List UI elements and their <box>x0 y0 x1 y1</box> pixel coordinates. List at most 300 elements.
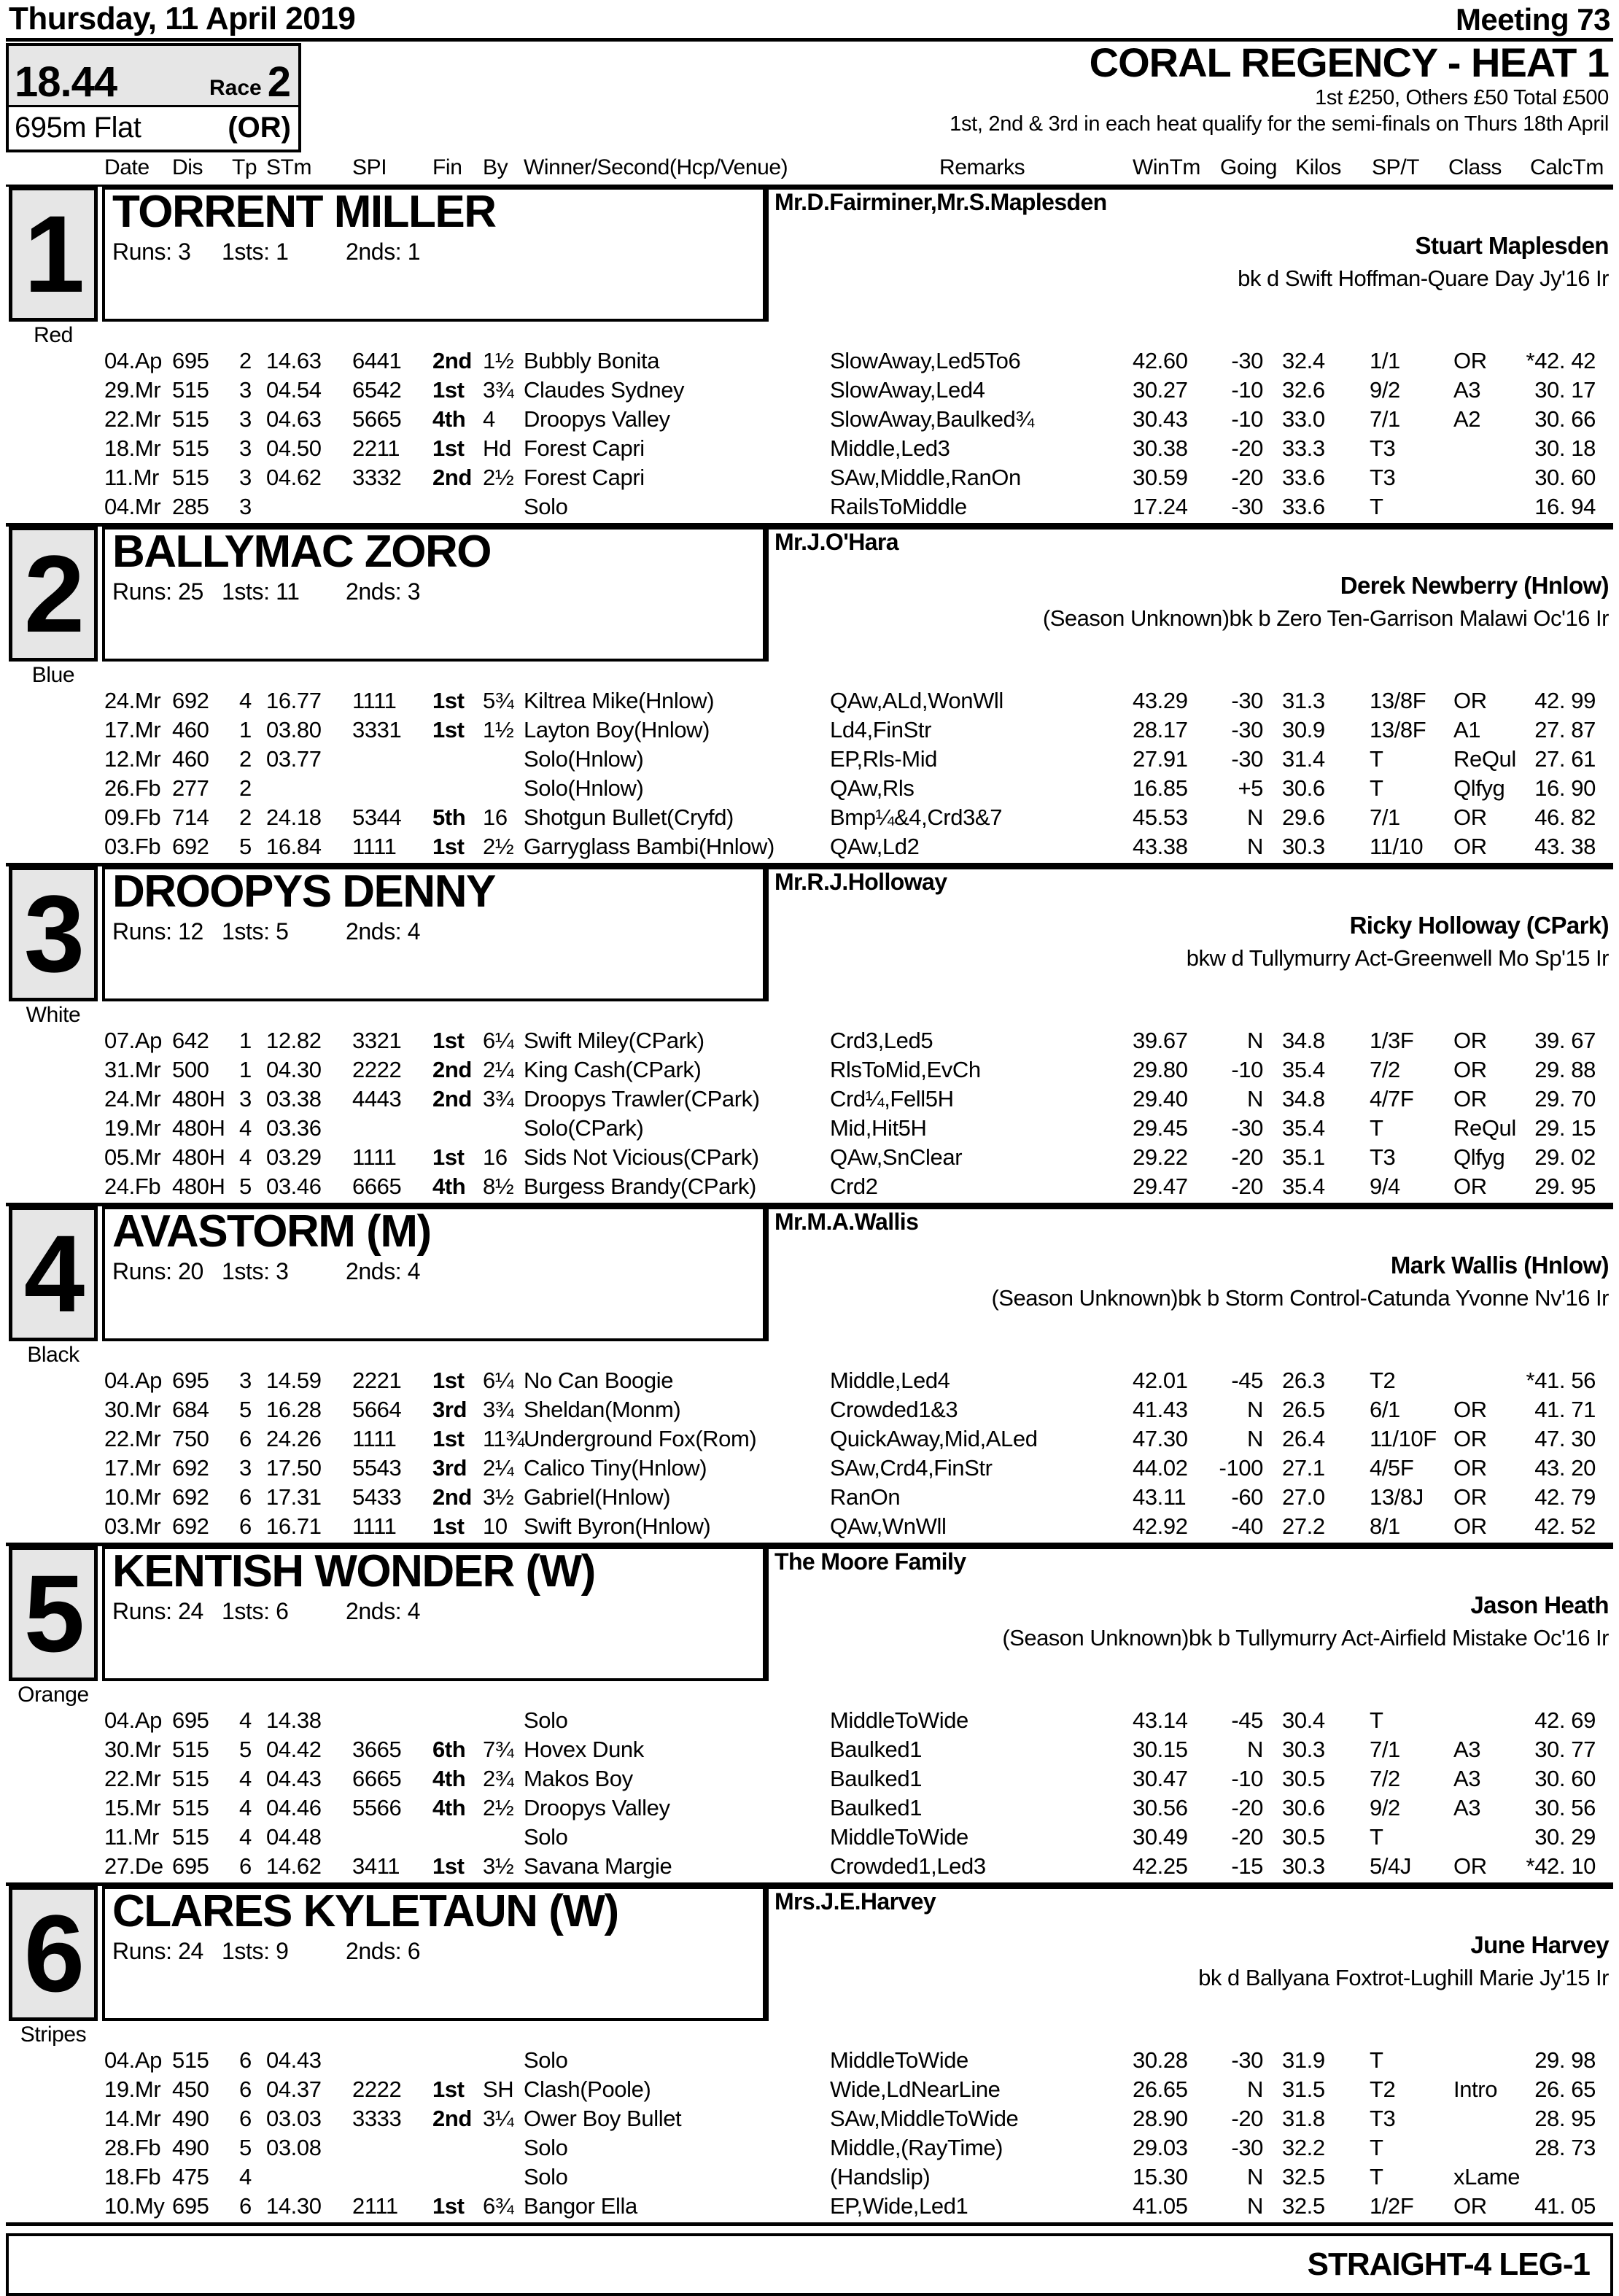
dog-trainer: Jason Heath <box>1470 1591 1609 1618</box>
form-cell-spt: 9/2 <box>1370 1795 1400 1820</box>
dog-stats <box>112 240 763 263</box>
form-cell-kilos: 33.6 <box>1282 494 1325 519</box>
race-time-row <box>9 46 298 107</box>
form-cell-stm: 17.31 <box>266 1484 322 1510</box>
form-cell-calctm: *41. 56 <box>1526 1368 1596 1393</box>
form-row <box>6 1793 1613 1823</box>
dog-name-box[interactable] <box>102 1546 766 1681</box>
form-row <box>6 1114 1613 1143</box>
form-cell-dis: 695 <box>172 348 209 373</box>
dog-name: TORRENT MILLER <box>112 187 496 237</box>
form-cell-date: 19.Mr <box>104 2076 161 2102</box>
dog-firsts: 1sts: 9 <box>222 1937 289 1964</box>
form-row <box>6 715 1613 745</box>
form-cell-winner: Kiltrea Mike(Hnlow) <box>524 688 715 713</box>
form-cell-spt: 13/8J <box>1370 1484 1424 1510</box>
dog-entry <box>6 187 1613 527</box>
form-cell-wintm: 28.90 <box>1133 2106 1188 2131</box>
form-cell-kilos: 26.3 <box>1282 1368 1325 1393</box>
form-cell-dis: 500 <box>172 1057 209 1082</box>
form-cell-going: -10 <box>1231 1766 1263 1791</box>
form-cell-calctm: 42. 52 <box>1534 1513 1596 1539</box>
form-cell-calctm: 27. 61 <box>1534 746 1596 772</box>
form-cell-date: 04.Ap <box>104 2047 163 2073</box>
trap-column <box>6 1546 102 1706</box>
form-cell-dis: 692 <box>172 1484 209 1510</box>
form-cell-by: 4 <box>483 406 495 432</box>
form-row <box>6 1764 1613 1793</box>
form-cell-spi: 5543 <box>352 1455 402 1481</box>
form-cell-remarks: Baulked1 <box>830 1795 923 1820</box>
form-cell-stm: 14.59 <box>266 1368 322 1393</box>
form-cell-dis: 460 <box>172 717 209 742</box>
form-cell-going: -30 <box>1231 348 1263 373</box>
form-cell-going: -20 <box>1231 2106 1263 2131</box>
form-cell-spi: 3331 <box>352 717 402 742</box>
form-cell-going: N <box>1247 1086 1263 1112</box>
form-cell-spt: T <box>1370 746 1383 772</box>
form-cell-dis: 515 <box>172 406 209 432</box>
form-cell-wintm: 41.05 <box>1133 2193 1188 2219</box>
form-cell-spi: 6441 <box>352 348 402 373</box>
form-cell-kilos: 32.2 <box>1282 2135 1325 2160</box>
form-cell-date: 27.De <box>104 1853 163 1879</box>
form-cell-spt: 7/2 <box>1370 1057 1400 1082</box>
trap-box <box>9 866 98 1001</box>
dog-breeding: bk d Swift Hoffman-Quare Day Jy'16 Ir <box>1238 265 1609 291</box>
dog-seconds: 2nds: 1 <box>346 238 421 265</box>
form-cell-stm: 16.77 <box>266 688 322 713</box>
column-header-row <box>6 155 1613 185</box>
form-cell-winner: Underground Fox(Rom) <box>524 1426 757 1451</box>
form-cell-fin: 2nd <box>432 465 472 490</box>
form-cell-wintm: 29.45 <box>1133 1115 1188 1141</box>
form-cell-winner: Garryglass Bambi(Hnlow) <box>524 834 774 859</box>
form-row <box>6 346 1613 376</box>
form-cell-by: 3½ <box>483 1853 514 1879</box>
form-cell-calctm: 29. 88 <box>1534 1057 1596 1082</box>
form-cell-date: 04.Ap <box>104 1368 163 1393</box>
form-row <box>6 1026 1613 1055</box>
form-cell-by: 2¾ <box>483 1766 514 1791</box>
form-cell-stm: 04.43 <box>266 1766 322 1791</box>
trap-box <box>9 187 98 322</box>
form-cell-by: 5¾ <box>483 688 514 713</box>
form-cell-kilos: 30.4 <box>1282 1707 1325 1733</box>
form-cell-spt: T3 <box>1370 435 1396 461</box>
dog-name-box[interactable] <box>102 866 766 1001</box>
dog-breeding: bkw d Tullymurry Act-Greenwell Mo Sp'15 Ir <box>1186 945 1609 971</box>
form-cell-calctm: 42. 79 <box>1534 1484 1596 1510</box>
form-cell-spt: 1/2F <box>1370 2193 1414 2219</box>
form-row <box>6 1706 1613 1735</box>
form-cell-tp: 5 <box>239 2135 252 2160</box>
form-cell-tp: 6 <box>239 2193 252 2219</box>
form-cell-class: ReQul <box>1453 1115 1516 1141</box>
form-cell-fin: 4th <box>432 406 466 432</box>
form-cell-tp: 4 <box>239 1795 252 1820</box>
form-cell-stm: 03.46 <box>266 1174 322 1199</box>
form-cell-calctm: 30. 60 <box>1534 465 1596 490</box>
col-going: Going <box>1220 155 1278 179</box>
form-cell-dis: 480H <box>172 1174 225 1199</box>
footer-text: STRAIGHT-4 LEG-1 <box>1307 2246 1590 2282</box>
form-cell-spt: T3 <box>1370 1144 1396 1170</box>
dog-header <box>6 866 1613 1026</box>
trap-column <box>6 187 102 346</box>
dog-stats <box>112 580 763 603</box>
trap-box <box>9 1886 98 2021</box>
form-cell-tp: 5 <box>239 1397 252 1422</box>
dog-entry <box>6 527 1613 866</box>
form-cell-going: -30 <box>1231 494 1263 519</box>
form-cell-dis: 490 <box>172 2135 209 2160</box>
form-cell-remarks: SlowAway,Led4 <box>830 377 985 403</box>
trap-number: 2 <box>23 532 83 655</box>
dog-name-box[interactable] <box>102 1886 766 2021</box>
dog-runs: Runs: 24 <box>112 1937 203 1964</box>
form-cell-tp: 1 <box>239 717 252 742</box>
form-cell-winner: Claudes Sydney <box>524 377 685 403</box>
dog-owner-box <box>766 527 1613 662</box>
form-cell-date: 26.Fb <box>104 775 161 801</box>
form-cell-tp: 3 <box>239 465 252 490</box>
col-fin: Fin <box>432 155 462 179</box>
form-cell-dis: 695 <box>172 1853 209 1879</box>
form-cell-fin: 2nd <box>432 1057 472 1082</box>
form-cell-stm: 16.28 <box>266 1397 322 1422</box>
form-cell-date: 24.Mr <box>104 688 161 713</box>
form-cell-remarks: (Handslip) <box>830 2164 931 2190</box>
form-cell-remarks: Crd3,Led5 <box>830 1028 933 1053</box>
form-cell-date: 22.Mr <box>104 406 161 432</box>
form-cell-stm: 16.71 <box>266 1513 322 1539</box>
form-cell-remarks: MiddleToWide <box>830 2047 968 2073</box>
form-cell-spt: 11/10F <box>1370 1426 1437 1451</box>
form-cell-remarks: QAw,ALd,WonWll <box>830 688 1003 713</box>
form-cell-kilos: 29.6 <box>1282 804 1325 830</box>
form-cell-wintm: 29.22 <box>1133 1144 1188 1170</box>
dog-breeding: (Season Unknown)bk b Storm Control-Catunda Yvonne Nv'16 Ir <box>991 1285 1609 1311</box>
form-cell-remarks: Middle,Led3 <box>830 435 950 461</box>
form-cell-calctm: 30. 29 <box>1534 1824 1596 1850</box>
form-cell-stm: 04.43 <box>266 2047 322 2073</box>
form-cell-class: A3 <box>1453 1766 1481 1791</box>
form-cell-date: 30.Mr <box>104 1397 161 1422</box>
form-cell-winner: Savana Margie <box>524 1853 672 1879</box>
form-cell-tp: 2 <box>239 746 252 772</box>
dog-firsts: 1sts: 5 <box>222 918 289 945</box>
form-cell-spt: 7/1 <box>1370 1737 1400 1762</box>
form-cell-spi: 1111 <box>352 1513 397 1539</box>
form-cell-kilos: 26.5 <box>1282 1397 1325 1422</box>
form-cell-dis: 515 <box>172 465 209 490</box>
form-row <box>6 463 1613 492</box>
form-cell-winner: Solo(CPark) <box>524 1115 644 1141</box>
form-cell-calctm: *42. 10 <box>1526 1853 1596 1879</box>
form-cell-tp: 5 <box>239 834 252 859</box>
dog-name-box[interactable] <box>102 187 766 322</box>
form-cell-kilos: 35.4 <box>1282 1057 1325 1082</box>
form-lines <box>6 1026 1613 1201</box>
form-cell-fin: 1st <box>432 1426 465 1451</box>
race-title: CORAL REGENCY - HEAT 1 <box>1089 39 1609 85</box>
form-cell-winner: Solo <box>524 2047 568 2073</box>
col-wintm: WinTm <box>1133 155 1200 179</box>
form-row <box>6 1366 1613 1395</box>
dog-seconds: 2nds: 6 <box>346 1937 421 1964</box>
form-row <box>6 2104 1613 2133</box>
trap-number: 3 <box>23 872 83 995</box>
form-cell-dis: 714 <box>172 804 209 830</box>
form-cell-tp: 4 <box>239 1707 252 1733</box>
form-row <box>6 1454 1613 1483</box>
form-cell-stm: 12.82 <box>266 1028 322 1053</box>
form-cell-tp: 4 <box>239 1766 252 1791</box>
form-cell-spt: 8/1 <box>1370 1513 1400 1539</box>
form-cell-wintm: 42.25 <box>1133 1853 1188 1879</box>
form-cell-remarks: RailsToMiddle <box>830 494 967 519</box>
form-cell-going: N <box>1247 2164 1263 2190</box>
form-cell-class: OR <box>1453 1853 1487 1879</box>
form-cell-kilos: 30.5 <box>1282 1824 1325 1850</box>
trap-column <box>6 866 102 1026</box>
form-cell-class: OR <box>1453 688 1487 713</box>
form-row <box>6 492 1613 521</box>
form-cell-remarks: Crowded1&3 <box>830 1397 958 1422</box>
form-cell-going: -30 <box>1231 717 1263 742</box>
form-row <box>6 1055 1613 1085</box>
form-cell-class: ReQul <box>1453 746 1516 772</box>
form-cell-by: 16 <box>483 1144 508 1170</box>
form-row <box>6 1823 1613 1852</box>
form-cell-wintm: 41.43 <box>1133 1397 1188 1422</box>
col-spi: SPI <box>352 155 387 179</box>
form-cell-date: 17.Mr <box>104 717 161 742</box>
form-cell-date: 24.Mr <box>104 1086 161 1112</box>
form-cell-class: A2 <box>1453 406 1481 432</box>
form-cell-calctm: *42. 42 <box>1526 348 1596 373</box>
form-cell-fin: 3rd <box>432 1455 467 1481</box>
form-cell-remarks: QuickAway,Mid,ALed <box>830 1426 1038 1451</box>
form-cell-fin: 1st <box>432 1028 465 1053</box>
form-cell-kilos: 30.5 <box>1282 1766 1325 1791</box>
form-cell-spi: 3332 <box>352 465 402 490</box>
form-row <box>6 1143 1613 1172</box>
trap-colour-label: Orange <box>18 1683 89 1707</box>
form-cell-by: 6¾ <box>483 2193 514 2219</box>
form-cell-fin: 2nd <box>432 1484 472 1510</box>
form-cell-spt: 9/2 <box>1370 377 1400 403</box>
form-cell-kilos: 32.6 <box>1282 377 1325 403</box>
race-title-block <box>301 39 1613 137</box>
form-cell-dis: 695 <box>172 1368 209 1393</box>
form-cell-kilos: 26.4 <box>1282 1426 1325 1451</box>
form-cell-calctm: 41. 71 <box>1534 1397 1596 1422</box>
form-cell-date: 19.Mr <box>104 1115 161 1141</box>
dog-divider <box>6 2222 1613 2226</box>
dog-seconds: 2nds: 4 <box>346 1257 421 1284</box>
form-cell-date: 31.Mr <box>104 1057 161 1082</box>
form-cell-spi: 2221 <box>352 1368 402 1393</box>
meeting-number: Meeting 73 <box>1455 2 1610 36</box>
dog-runs: Runs: 3 <box>112 238 191 265</box>
form-cell-dis: 515 <box>172 1795 209 1820</box>
form-cell-remarks: RanOn <box>830 1484 901 1510</box>
form-cell-spt: 13/8F <box>1370 688 1426 713</box>
form-cell-tp: 3 <box>239 1368 252 1393</box>
form-cell-date: 30.Mr <box>104 1737 161 1762</box>
form-cell-spt: T2 <box>1370 1368 1396 1393</box>
form-row <box>6 376 1613 405</box>
form-cell-spt: T <box>1370 2164 1383 2190</box>
form-cell-wintm: 43.38 <box>1133 834 1188 859</box>
form-row <box>6 1512 1613 1541</box>
form-cell-stm: 04.30 <box>266 1057 322 1082</box>
form-cell-class: OR <box>1453 1397 1487 1422</box>
form-cell-dis: 692 <box>172 688 209 713</box>
form-cell-wintm: 30.49 <box>1133 1824 1188 1850</box>
form-cell-dis: 642 <box>172 1028 209 1053</box>
form-cell-kilos: 35.1 <box>1282 1144 1325 1170</box>
race-time: 18.44 <box>15 58 117 106</box>
form-cell-winner: Solo <box>524 1824 568 1850</box>
form-cell-tp: 6 <box>239 2076 252 2102</box>
dog-owner-box <box>766 1886 1613 2021</box>
dog-stats <box>112 920 763 943</box>
form-cell-class: OR <box>1453 2193 1487 2219</box>
dog-owner-box <box>766 187 1613 322</box>
form-cell-stm: 04.42 <box>266 1737 322 1762</box>
form-cell-remarks: RlsToMid,EvCh <box>830 1057 981 1082</box>
dog-entry <box>6 866 1613 1206</box>
form-cell-stm: 03.08 <box>266 2135 322 2160</box>
form-cell-class: Intro <box>1453 2076 1498 2102</box>
form-cell-kilos: 31.8 <box>1282 2106 1325 2131</box>
form-cell-spt: T <box>1370 1115 1383 1141</box>
form-cell-dis: 515 <box>172 377 209 403</box>
trap-number: 6 <box>23 1892 83 2014</box>
form-cell-winner: Solo <box>524 2164 568 2190</box>
form-cell-remarks: Crowded1,Led3 <box>830 1853 986 1879</box>
form-cell-calctm: 29. 15 <box>1534 1115 1596 1141</box>
form-lines <box>6 2046 1613 2221</box>
form-cell-going: -30 <box>1231 688 1263 713</box>
dog-owner: Mr.J.O'Hara <box>774 529 898 555</box>
dog-breeding: (Season Unknown)bk b Tullymurry Act-Airfield Mistake Oc'16 Ir <box>1002 1625 1609 1651</box>
trap-colour-label: Blue <box>31 663 75 687</box>
form-cell-winner: Bubbly Bonita <box>524 348 660 373</box>
form-cell-tp: 5 <box>239 1737 252 1762</box>
form-row <box>6 745 1613 774</box>
form-cell-winner: Solo <box>524 2135 568 2160</box>
form-cell-fin: 1st <box>432 1853 465 1879</box>
form-cell-dis: 515 <box>172 1737 209 1762</box>
form-cell-remarks: Mid,Hit5H <box>830 1115 927 1141</box>
form-cell-remarks: QAw,Rls <box>830 775 915 801</box>
form-cell-dis: 692 <box>172 1513 209 1539</box>
race-grade: (OR) <box>228 112 291 144</box>
form-cell-kilos: 35.4 <box>1282 1174 1325 1199</box>
form-cell-calctm: 28. 73 <box>1534 2135 1596 2160</box>
dog-seconds: 2nds: 4 <box>346 1597 421 1624</box>
trap-colour-label: Black <box>27 1343 79 1367</box>
form-cell-tp: 3 <box>239 435 252 461</box>
form-cell-going: N <box>1247 1737 1263 1762</box>
form-cell-date: 04.Ap <box>104 348 163 373</box>
form-cell-date: 05.Mr <box>104 1144 161 1170</box>
dog-header <box>6 1546 1613 1706</box>
form-cell-class: xLame <box>1453 2164 1521 2190</box>
form-row <box>6 1172 1613 1201</box>
form-cell-dis: 490 <box>172 2106 209 2131</box>
dog-owner: Mr.M.A.Wallis <box>774 1209 919 1235</box>
form-cell-spi: 2222 <box>352 2076 402 2102</box>
form-cell-tp: 6 <box>239 1513 252 1539</box>
dog-entry <box>6 1206 1613 1546</box>
dog-seconds: 2nds: 3 <box>346 578 421 605</box>
form-cell-remarks: QAw,WnWll <box>830 1513 947 1539</box>
form-cell-winner: Burgess Brandy(CPark) <box>524 1174 756 1199</box>
form-cell-wintm: 29.47 <box>1133 1174 1188 1199</box>
dog-firsts: 1sts: 3 <box>222 1257 289 1284</box>
form-cell-spt: T3 <box>1370 2106 1396 2131</box>
dog-firsts: 1sts: 11 <box>222 578 300 605</box>
dog-name-box[interactable] <box>102 1206 766 1341</box>
form-cell-date: 18.Mr <box>104 435 161 461</box>
form-cell-by: 3¾ <box>483 1397 514 1422</box>
trap-colour-label: White <box>26 1003 81 1027</box>
form-cell-winner: Hovex Dunk <box>524 1737 644 1762</box>
form-row <box>6 1424 1613 1454</box>
form-cell-going: +5 <box>1238 775 1263 801</box>
form-cell-spt: 5/4J <box>1370 1853 1411 1879</box>
form-cell-dis: 515 <box>172 435 209 461</box>
form-cell-by: 2¼ <box>483 1455 514 1481</box>
form-cell-kilos: 32.4 <box>1282 348 1325 373</box>
form-cell-fin: 1st <box>432 688 465 713</box>
form-cell-tp: 4 <box>239 1824 252 1850</box>
form-cell-dis: 460 <box>172 746 209 772</box>
form-cell-remarks: Crd¼,Fell5H <box>830 1086 954 1112</box>
form-cell-remarks: Middle,(RayTime) <box>830 2135 1003 2160</box>
form-cell-stm: 03.36 <box>266 1115 322 1141</box>
form-cell-class: OR <box>1453 1086 1487 1112</box>
form-cell-dis: 480H <box>172 1086 225 1112</box>
form-cell-spt: T2 <box>1370 2076 1396 2102</box>
form-cell-stm: 14.63 <box>266 348 322 373</box>
form-cell-kilos: 31.5 <box>1282 2076 1325 2102</box>
form-cell-tp: 1 <box>239 1028 252 1053</box>
form-cell-date: 18.Fb <box>104 2164 161 2190</box>
dog-firsts: 1sts: 6 <box>222 1597 289 1624</box>
dog-header <box>6 1886 1613 2046</box>
form-cell-calctm: 30. 18 <box>1534 435 1596 461</box>
form-cell-class: OR <box>1453 1057 1487 1082</box>
dog-breeding: bk d Ballyana Foxtrot-Lughill Marie Jy'15 Ir <box>1198 1965 1609 1990</box>
dog-name-box[interactable] <box>102 527 766 662</box>
form-cell-remarks: SAw,Middle,RanOn <box>830 465 1021 490</box>
form-cell-going: N <box>1247 1028 1263 1053</box>
form-row <box>6 2075 1613 2104</box>
form-cell-dis: 695 <box>172 1707 209 1733</box>
form-cell-by: 6¼ <box>483 1368 514 1393</box>
form-cell-kilos: 32.5 <box>1282 2164 1325 2190</box>
form-cell-dis: 475 <box>172 2164 209 2190</box>
page-header <box>6 0 1613 36</box>
form-row <box>6 686 1613 715</box>
form-cell-date: 22.Mr <box>104 1766 161 1791</box>
